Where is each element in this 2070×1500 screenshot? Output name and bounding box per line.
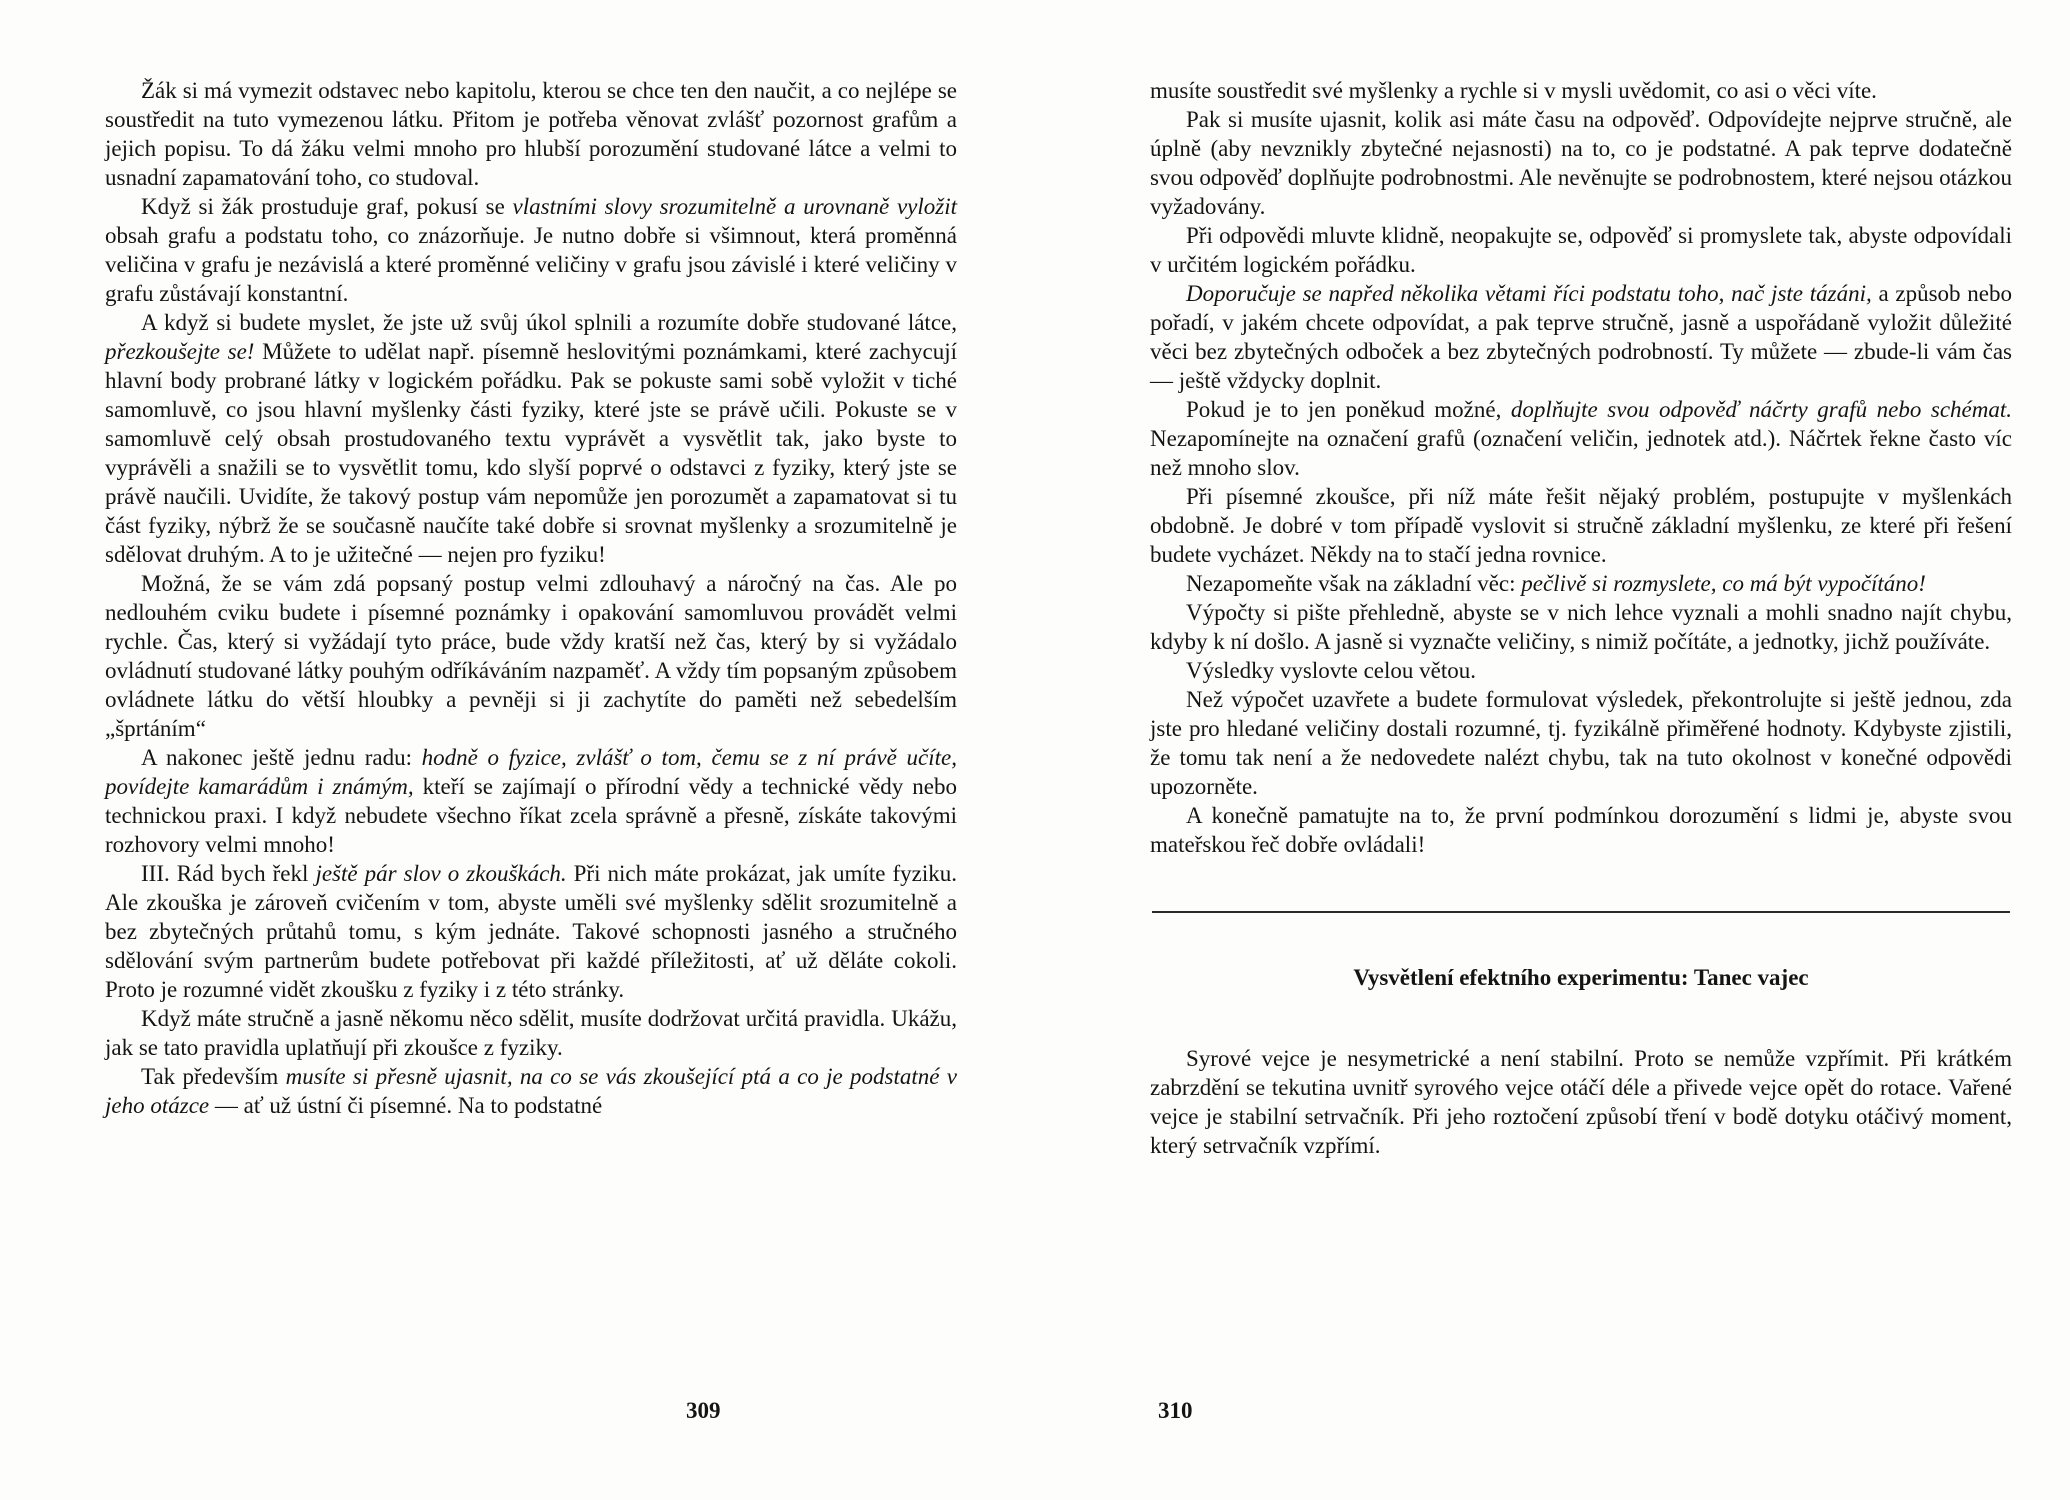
text-run: a způsob nebo pořadí, v jakém chcete odpovídat, a pak teprve stručně, jasně a uspořádaně vyložit důležité věci bez zbytečných odboček a bez zbytečných podrobností. Ty můžete — zbude-li vám čas — ještě vždycky doplnit. <box>1150 281 2013 393</box>
text-run: III. Rád bych řekl <box>141 861 316 886</box>
text-run: Při nich máte prokázat, jak umíte fyziku. Ale zkouška je zároveň cvičením v tom, abyste uměli své myšlenky sdělit srozumitelně a bez zbytečných průtahů tomu, s kým jednáte. Takové schopnosti jasného a stručného sdělování svým partnerům budete potřebovat při každé příležitosti, ať už děláte cokoli. Proto je rozumné vidět zkoušku z fyziky i z této stránky. <box>105 861 957 1002</box>
text-run: — ať už ústní či písemné. Na to podstatné <box>209 1093 603 1118</box>
paragraph <box>105 569 957 743</box>
paragraph <box>105 859 957 1004</box>
paragraph <box>105 308 957 569</box>
right-page <box>1150 76 2012 1160</box>
text-run: Pak si musíte ujasnit, kolik asi máte času na odpověď. Odpovídejte nejprve stručně, ale úplně (aby nevznikly zbytečné nejasnosti) na to, co je podstatné. A pak teprve dodatečně svou odpověď doplňujte podrobnostmi. Ale nevěnujte se podrobnostem, které nejsou otázkou vyžadovány. <box>1150 107 2012 219</box>
paragraph <box>1150 685 2012 801</box>
paragraph <box>1150 656 2012 685</box>
paragraph <box>105 192 957 308</box>
paragraph <box>1150 482 2012 569</box>
section-text <box>1150 1044 2012 1160</box>
text-run: Výsledky vyslovte celou větou. <box>1186 658 1477 683</box>
text-run: A když si budete myslet, že jste už svůj úkol splnili a rozumíte dobře studované látce, <box>141 310 957 335</box>
italic-text-run: ještě pár slov o zkouškách. <box>315 861 567 886</box>
paragraph <box>1150 279 2012 395</box>
paragraph <box>1150 76 2012 105</box>
paragraph <box>1150 801 2012 859</box>
text-run: Můžete to udělat např. písemně heslovitými poznámkami, které zachycují hlavní body probrané látky v logickém pořádku. Pak se pokuste sami sobě vyložit v tiché samomluvě, co jsou hlavní myšlenky části fyziky, které jste se právě učili. Pokuste se v samomluvě celý obsah prostudovaného textu vyprávět a vysvětlit tak, jako byste to vyprávěli a snažili se to vysvětlit tomu, kdo slyší poprvé o odstavci z fyziky, který jste se právě naučili. Uvidíte, že takový postup vám nepomůže jen porozumět a zapamatovat si tu část fyziky, nýbrž že se současně naučíte také dobře si srovnat myšlenky a srozumitelně je sdělovat druhým. A to je užitečné — nejen pro fyziku! <box>105 339 957 567</box>
paragraph <box>105 743 957 859</box>
italic-text-run: doplňujte svou odpověď náčrty grafů nebo schémat. <box>1510 397 2012 422</box>
italic-text-run: pečlivě si rozmyslete, co má být vypočítáno! <box>1521 571 1926 596</box>
section-heading: Vysvětlení efektního experimentu: Tanec vajec <box>1353 965 1809 990</box>
italic-text-run: musíte si přesně ujasnit, na co se vás zkoušející ptá a co je podstatné v jeho otázce <box>105 1064 957 1118</box>
paragraph <box>1150 395 2012 482</box>
page-number-right: 310 <box>1158 1398 1193 1423</box>
text-run: Při písemné zkoušce, při níž máte řešit nějaký problém, postupujte v myšlenkách obdobně. Je dobré v tom případě vyslovit si stručně základní myšlenku, ze které při řešení budete vycházet. Někdy na to stačí jedna rovnice. <box>1150 484 2012 567</box>
italic-text-run: hodně o fyzice, zvlášť o tom, čemu se z ní právě učíte, povídejte kamarádům i známým, <box>105 745 957 799</box>
text-run: A nakonec ještě jednu radu: <box>141 745 422 770</box>
section-divider <box>1152 911 2010 913</box>
text-run: Nezapomeňte však na základní věc: <box>1186 571 1522 596</box>
text-run: Při odpovědi mluvte klidně, neopakujte se, odpověď si promyslete tak, abyste odpovídali v určitém logickém pořádku. <box>1150 223 2012 277</box>
paragraph <box>1150 105 2012 221</box>
text-run: Nezapomínejte na označení grafů (označení veličin, jednotek atd.). Náčrtek řekne často víc než mnoho slov. <box>1150 426 2012 480</box>
left-page-text <box>105 76 957 1120</box>
text-run: Žák si má vymezit odstavec nebo kapitolu, kterou se chce ten den naučit, a co nejlépe se soustředit na tuto vymezenou látku. Přitom je potřeba věnovat zvlášť pozornost grafům a jejich popisu. To dá žáku velmi mnoho pro hlubší porozumění studované látce a velmi to usnadní zapamatování toho, co studoval. <box>105 78 957 190</box>
italic-text-run: přezkoušejte se! <box>105 339 255 364</box>
text-run: Výpočty si pište přehledně, abyste se v nich lehce vyznali a mohli snadno najít chybu, kdyby k ní došlo. A jasně si vyznačte veličiny, s nimiž počítáte, a jednotky, jichž používáte. <box>1150 600 2012 654</box>
text-run: Než výpočet uzavřete a budete formulovat výsledek, překontrolujte si ještě jednou, zda jste pro hledané veličiny dostali rozumné, tj. fyzikálně přiměřené hodnoty. Kdybyste zjistili, že tomu tak není a že nedovedete nalézt chybu, tak na tuto okolnost v konečné odpovědi upozorněte. <box>1150 687 2012 799</box>
paragraph <box>105 76 957 192</box>
text-run: Když máte stručně a jasně někomu něco sdělit, musíte dodržovat určitá pravidla. Ukážu, jak se tato pravidla uplatňují při zkoušce z fyziky. <box>105 1006 957 1060</box>
paragraph <box>105 1004 957 1062</box>
paragraph <box>105 1062 957 1120</box>
text-run: obsah grafu a podstatu toho, co znázorňuje. Je nutno dobře si všimnout, která proměnná veličina v grafu je nezávislá a které proměnné veličiny v grafu jsou závislé i které veličiny v grafu zůstávají konstantní. <box>105 223 957 306</box>
paragraph <box>1150 1044 2012 1160</box>
left-page <box>105 76 957 1120</box>
text-run: Tak především <box>141 1064 286 1089</box>
text-run: Syrové vejce je nesymetrické a není stabilní. Proto se nemůže vzpřímit. Při krátkém zabrzdění se tekutina uvnitř syrového vejce otáčí déle a přivede vejce opět do rotace. Vařené vejce je stabilní setrvačník. Při jeho roztočení způsobí tření v bodě dotyku otáčivý moment, který setrvačník vzpřímí. <box>1150 1046 2012 1158</box>
text-run: musíte soustředit své myšlenky a rychle si v mysli uvědomit, co asi o věci víte. <box>1150 78 1877 103</box>
page-number-left: 309 <box>686 1398 721 1423</box>
paragraph <box>1150 598 2012 656</box>
text-run: kteří se zajímají o přírodní vědy a technické vědy nebo technickou praxi. I když nebudete všechno říkat zcela správně a přesně, získáte takovými rozhovory velmi mnoho! <box>105 774 957 857</box>
text-run: Když si žák prostuduje graf, pokusí se <box>141 194 513 219</box>
italic-text-run: Doporučuje se napřed několika větami říci podstatu toho, nač jste tázáni, <box>1186 281 1872 306</box>
italic-text-run: vlastními slovy srozumitelně a urovnaně vyložit <box>512 194 957 219</box>
text-run: Možná, že se vám zdá popsaný postup velmi zdlouhavý a náročný na čas. Ale po nedlouhém cviku budete i písemné poznámky i opakování samomluvou provádět velmi rychle. Čas, který si vyžádají tyto práce, bude vždy kratší než čas, který by si vyžádalo ovládnutí studované látky pouhým odříkáváním nazpaměť. A vždy tím popsaným způsobem ovládnete látku do větší hloubky a pevněji si ji zachytíte do paměti než sebedelším „šprtáním“ <box>105 571 957 741</box>
text-run: A konečně pamatujte na to, že první podmínkou dorozumění s lidmi je, abyste svou mateřskou řeč dobře ovládali! <box>1150 803 2012 857</box>
paragraph <box>1150 569 2012 598</box>
right-page-text <box>1150 76 2012 859</box>
paragraph <box>1150 221 2012 279</box>
text-run: Pokud je to jen poněkud možné, <box>1186 397 1511 422</box>
